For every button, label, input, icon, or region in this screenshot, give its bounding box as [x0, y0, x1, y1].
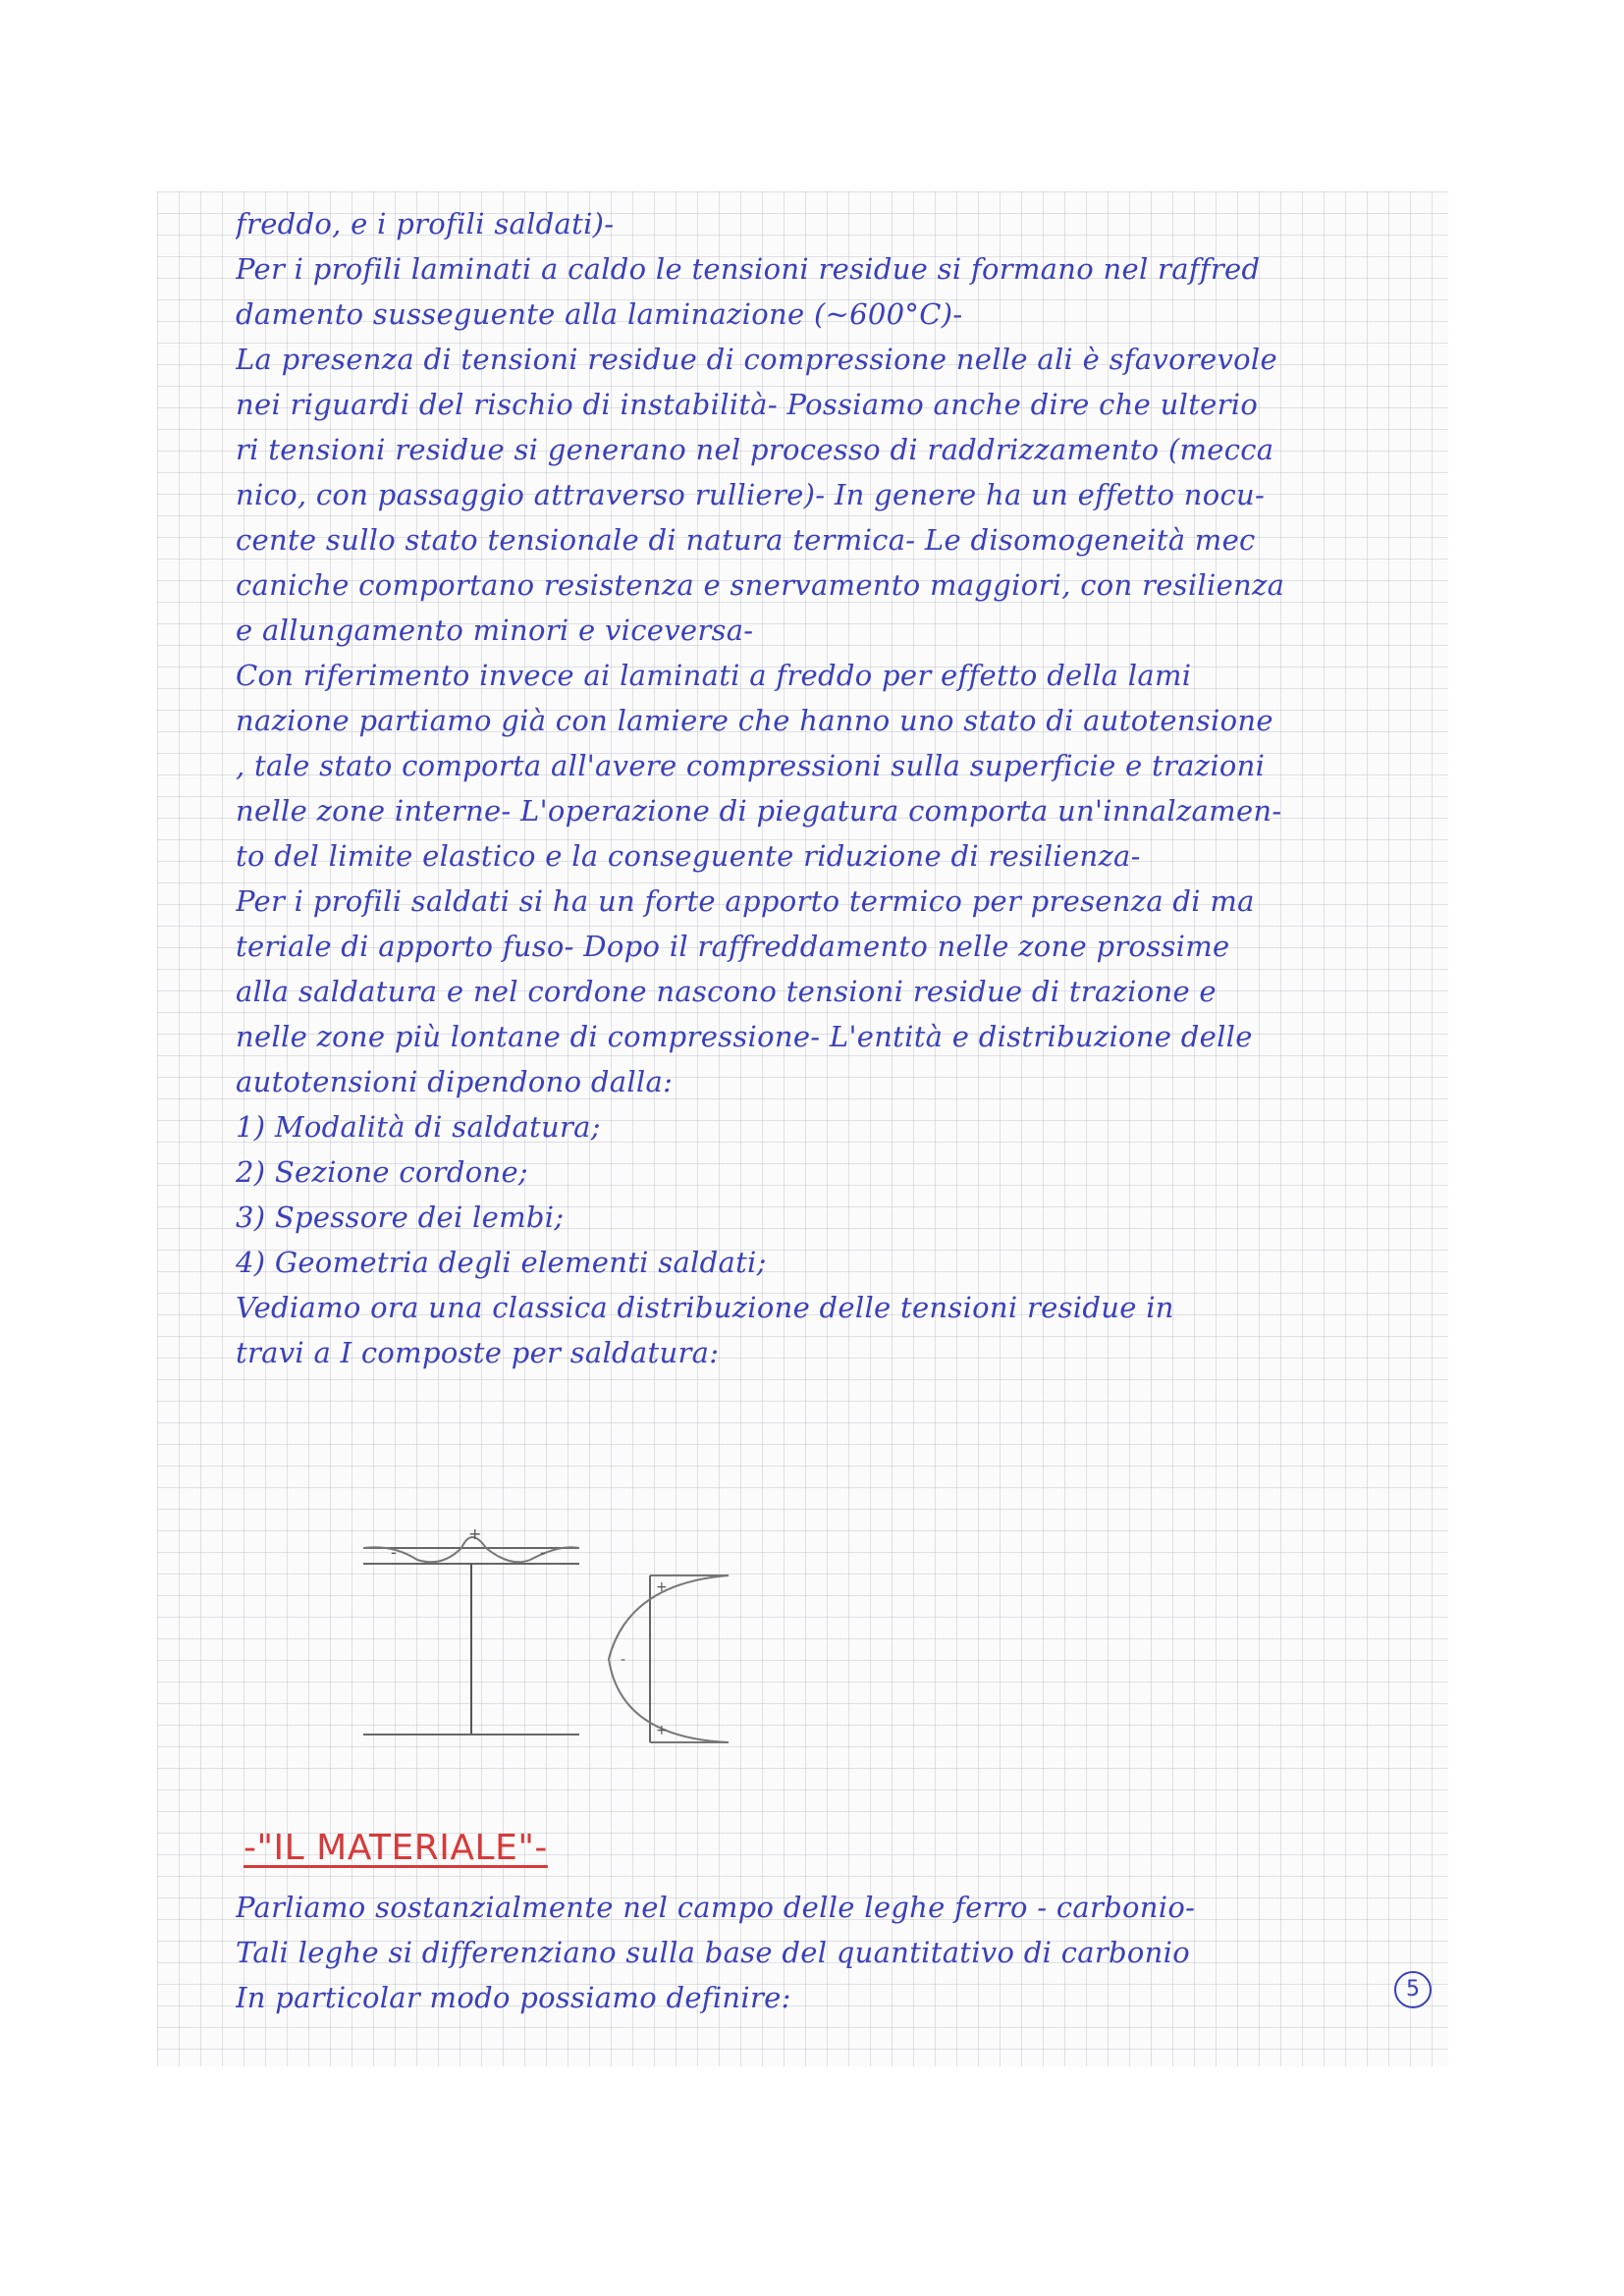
web-sign: -	[621, 1652, 626, 1668]
residual-stress-diagram	[363, 1507, 805, 1752]
section-title: -"IL MATERIALE"-	[244, 1828, 548, 1868]
web-stress-curve	[609, 1575, 729, 1742]
text-line: travi a I composte per saldatura:	[236, 1336, 720, 1369]
flange-sign: -	[540, 1543, 546, 1562]
text-line: caniche comportano resistenza e snervamento maggiori, con resilienza	[236, 568, 1285, 602]
text-line: teriale di apporto fuso- Dopo il raffreddamento nelle zone prossime	[236, 930, 1230, 963]
text-line: nazione partiamo già con lamiere che hanno uno stato di autotensione	[236, 704, 1273, 737]
text-line: La presenza di tensioni residue di compressione nelle ali è sfavorevole	[236, 343, 1277, 376]
text-line: to del limite elastico e la conseguente riduzione di resilienza-	[236, 839, 1141, 873]
text-line: autotensioni dipendono dalla:	[236, 1065, 674, 1098]
text-line: nelle zone più lontane di compressione- L'entità e distribuzione delle	[236, 1020, 1253, 1053]
text-line: Per i profili saldati si ha un forte apporto termico per presenza di ma	[236, 884, 1255, 918]
list-item: 3) Spessore dei lembi;	[236, 1201, 565, 1234]
web-sign: +	[656, 1723, 668, 1738]
text-line: Con riferimento invece ai laminati a freddo per effetto della lami	[236, 659, 1192, 692]
text-line: damento susseguente alla laminazione (~600°C)-	[236, 297, 963, 331]
text-line: nelle zone interne- L'operazione di piegatura comporta un'innalzamen-	[236, 794, 1282, 828]
text-line: Vediamo ora una classica distribuzione delle tensioni residue in	[236, 1291, 1174, 1324]
text-line: e allungamento minori e viceversa-	[236, 614, 754, 647]
flange-sign: +	[468, 1524, 482, 1543]
text-line: freddo, e i profili saldati)-	[236, 207, 615, 240]
text-line: nico, con passaggio attraverso rulliere)- In genere ha un effetto nocu-	[236, 478, 1266, 511]
text-line: alla saldatura e nel cordone nascono tensioni residue di trazione e	[236, 975, 1217, 1008]
list-item: 2) Sezione cordone;	[236, 1155, 528, 1189]
text-line: Per i profili laminati a caldo le tensioni residue si formano nel raffred	[236, 252, 1261, 286]
list-item: 4) Geometria degli elementi saldati;	[236, 1246, 767, 1279]
flange-sign: -	[391, 1543, 397, 1562]
text-line: , tale stato comporta all'avere compressioni sulla superficie e trazioni	[236, 749, 1266, 782]
web-sign: +	[656, 1579, 668, 1595]
text-line: nei riguardi del rischio di instabilità- Possiamo anche dire che ulterio	[236, 388, 1259, 421]
text-line: ri tensioni residue si generano nel processo di raddrizzamento (mecca	[236, 433, 1274, 466]
text-line: Parliamo sostanzialmente nel campo delle leghe ferro - carbonio-	[236, 1891, 1196, 1924]
section-body	[236, 1885, 1443, 2020]
text-line: In particolar modo possiamo definire:	[236, 1981, 791, 2014]
page-number: 5	[1394, 1971, 1432, 2008]
list-item: 1) Modalità di saldatura;	[236, 1110, 601, 1144]
text-line: Tali leghe si differenziano sulla base del quantitativo di carbonio	[236, 1936, 1190, 1969]
notes-body	[236, 201, 1443, 1375]
text-line: cente sullo stato tensionale di natura termica- Le disomogeneità mec	[236, 523, 1256, 557]
